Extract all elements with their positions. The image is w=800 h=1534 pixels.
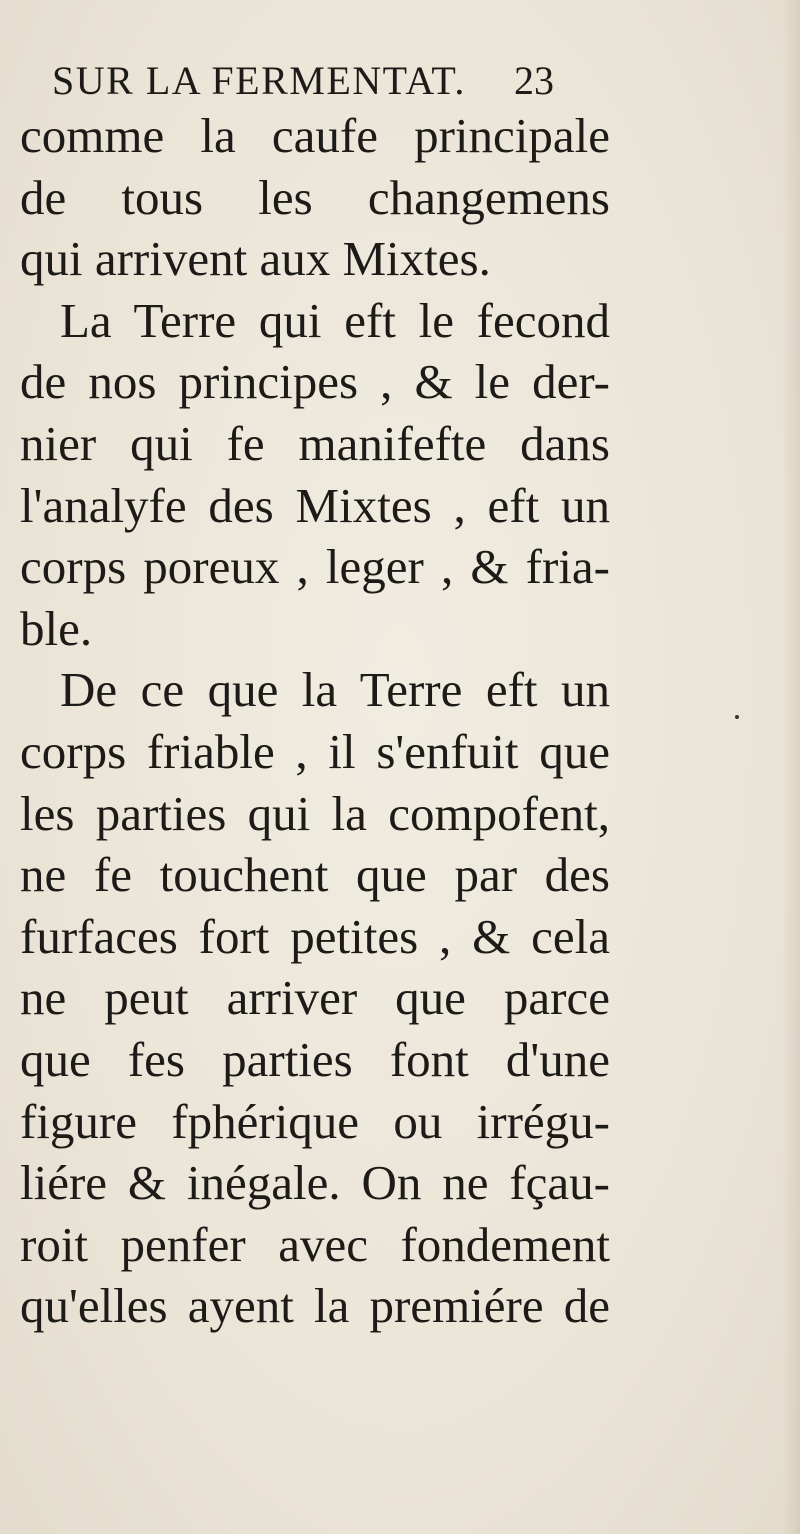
text-line: de tous les changemens — [20, 169, 610, 225]
text-line: corps poreux , leger , & fria- — [20, 539, 610, 595]
running-head: SUR LA FERMENTAT. — [52, 58, 466, 103]
paragraph-first-line: La Terre qui eft le fecond — [60, 292, 610, 348]
paragraph-first-line: De ce que la Terre eft un — [60, 662, 610, 718]
page-number: 23 — [514, 58, 554, 103]
text-line: qu'elles ayent la premiére de — [20, 1278, 610, 1334]
text-line: nier qui fe manifefte dans — [20, 415, 610, 471]
text-line: liére & inégale. On ne fçau- — [20, 1155, 610, 1211]
text-line: les parties qui la compofent, — [20, 785, 610, 841]
text-line: comme la caufe principale — [20, 108, 610, 163]
page-edge-shadow — [782, 0, 800, 1534]
text-line: qui arrivent aux Mixtes. — [20, 231, 491, 287]
ink-speck — [735, 715, 739, 719]
text-line: ne peut arriver que parce — [20, 970, 610, 1026]
text-line: roit penfer avec fondement — [20, 1216, 610, 1272]
text-line: ne fe touchent que par des — [20, 847, 610, 903]
text-line: figure fphérique ou irrégu- — [20, 1093, 610, 1149]
page-header — [52, 58, 612, 104]
text-line: ble. — [20, 600, 93, 656]
text-line: de nos principes , & le der- — [20, 354, 610, 410]
body-text — [20, 105, 610, 1337]
text-line: l'analyfe des Mixtes , eft un — [20, 477, 610, 533]
text-line: furfaces fort petites , & cela — [20, 908, 610, 964]
text-line: que fes parties font d'une — [20, 1031, 610, 1087]
text-line: corps friable , il s'enfuit que — [20, 723, 610, 779]
